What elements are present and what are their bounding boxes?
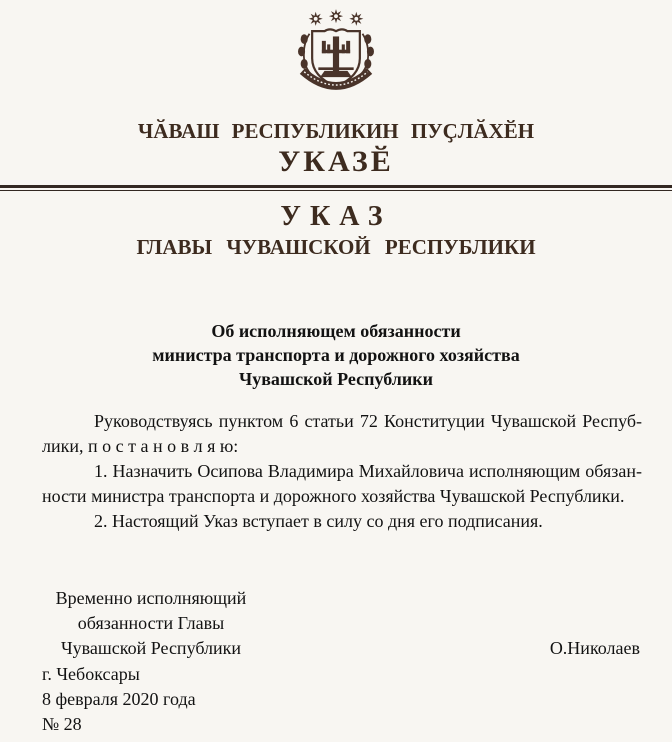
body-line-5: 2. Настоящий Указ вступает в силу со дня его подписания. <box>94 511 543 531</box>
body-line-2: лики, п о с т а н о в л я ю: <box>42 436 239 456</box>
signatory-position <box>42 586 260 661</box>
signatory-name: О.Николаев <box>549 638 640 658</box>
header-russian-decree: УКАЗ <box>280 201 392 232</box>
body-line-3: 1. Назначить Осипова Владимира Михайловича исполняющим обязан- <box>94 461 642 481</box>
decree-body <box>42 409 642 534</box>
signatory-position-line-3: Чувашской Республики <box>60 638 242 658</box>
footer-block <box>42 662 672 737</box>
body-line-4: ности министра транспорта и дорожного хозяйства Чувашской Республики. <box>42 486 625 506</box>
title-line-3: Чувашской Республики <box>239 369 433 389</box>
emblem-container <box>0 0 672 103</box>
footer-date: 8 февраля 2020 года <box>42 689 196 709</box>
double-rule-divider <box>0 185 672 191</box>
title-line-2: министра транспорта и дорожного хозяйства <box>152 345 520 365</box>
header-russian-line: ГЛАВЫ ЧУВАШСКОЙ РЕСПУБЛИКИ <box>136 235 536 259</box>
header-chuvash-decree: УКАЗӖ <box>278 145 394 178</box>
title-line-1: Об исполняющем обязанности <box>211 321 461 341</box>
signatory-position-line-2: обязанности Главы <box>77 613 225 633</box>
signatory-position-line-1: Временно исполняющий <box>55 588 247 608</box>
chuvash-coat-of-arms-icon <box>283 7 389 103</box>
document-title <box>0 319 672 391</box>
footer-number: № 28 <box>42 714 82 734</box>
body-line-1: Руководствуясь пунктом 6 статьи 72 Конституции Чувашской Респуб- <box>94 411 642 431</box>
footer-place: г. Чебоксары <box>42 664 140 684</box>
signature-block <box>42 586 640 661</box>
header-chuvash-line: ЧӐВАШ РЕСПУБЛИКИН ПУҪЛӐХӖН <box>137 119 535 143</box>
